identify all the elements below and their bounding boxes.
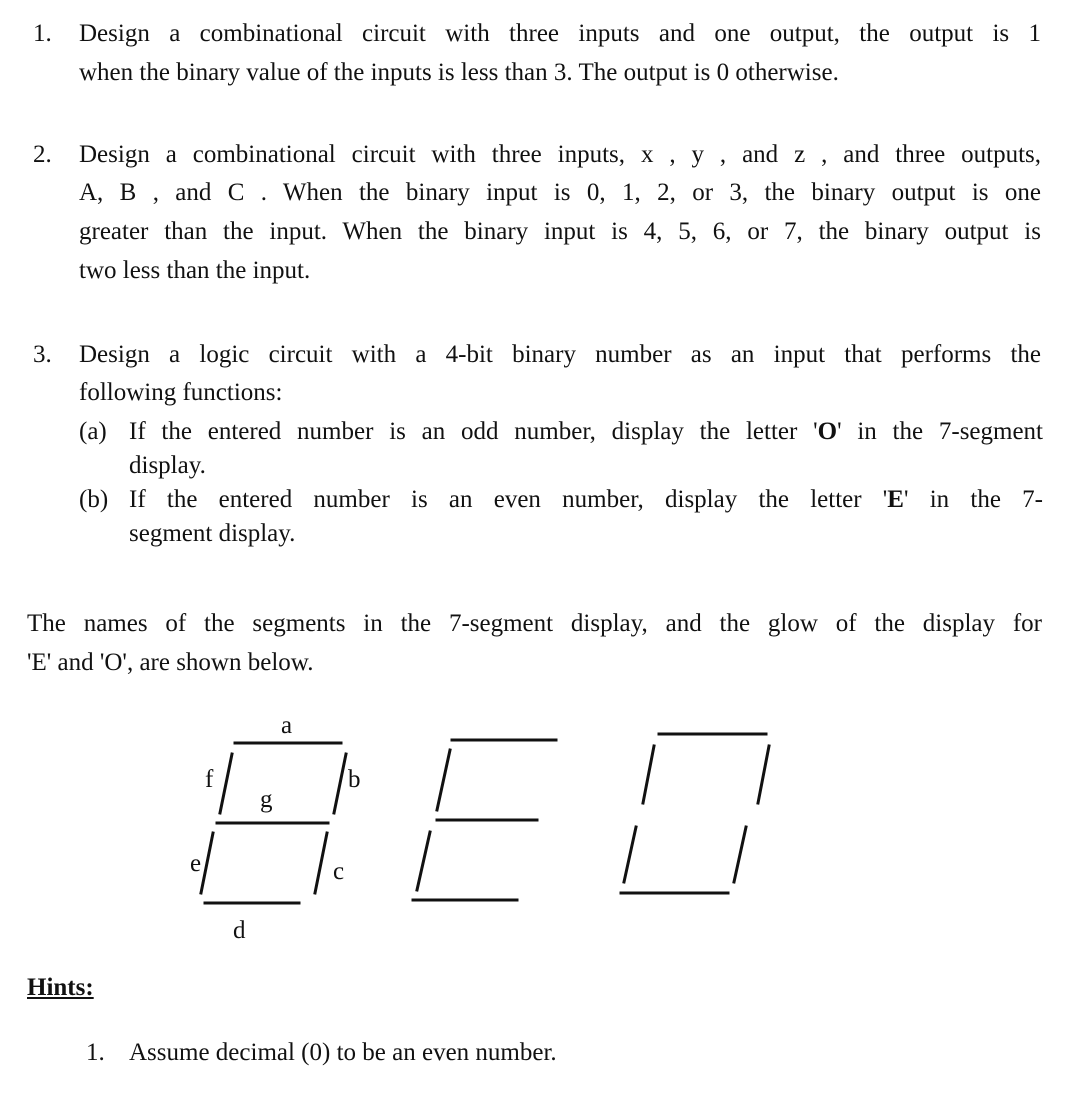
segment-c (315, 833, 327, 893)
question-3-line-1: Design a logic circuit with a 4-bit binary number as an input that performs the (79, 341, 1041, 368)
segment-f (220, 754, 232, 813)
description-line-1: The names of the segments in the 7-segment display, and the glow of the display for (27, 610, 1042, 637)
question-3b-label: (b) (79, 486, 109, 513)
label-b: b (348, 766, 361, 793)
question-3b-line-1: If the entered number is an even number, display the letter 'E' in the 7- (129, 486, 1043, 513)
question-2-line-1: Design a combinational circuit with three inputs, x , y , and z , and three outputs, (79, 141, 1041, 168)
question-2-number: 2. (33, 141, 52, 168)
question-1-line-1: Design a combinational circuit with three inputs and one output, the output is 1 (79, 20, 1041, 47)
e-segment-e (417, 832, 430, 890)
segment-b (334, 754, 346, 813)
question-3b-line-2: segment display. (129, 520, 296, 547)
question-1-line-2: when the binary value of the inputs is less than 3. The output is 0 otherwise. (79, 59, 839, 86)
question-3a-line-2: display. (129, 452, 206, 479)
label-d: d (233, 917, 246, 944)
question-2-line-3: greater than the input. When the binary input is 4, 5, 6, or 7, the binary output is (79, 218, 1041, 245)
question-1-number: 1. (33, 20, 52, 47)
o-segment-c (734, 827, 746, 882)
question-3-line-2: following functions: (79, 379, 283, 406)
o-segment-f (643, 746, 654, 803)
segment-e (201, 833, 213, 893)
label-e: e (190, 850, 202, 877)
label-a: a (281, 712, 293, 739)
hints-title: Hints: (27, 974, 94, 1001)
label-f: f (205, 766, 214, 793)
hint-1-text: Assume decimal (0) to be an even number. (129, 1039, 557, 1066)
o-segment-b (758, 746, 769, 803)
question-2-line-2: A, B , and C . When the binary input is 0, 1, 2, or 3, the binary output is one (79, 179, 1041, 206)
question-3a-label: (a) (79, 418, 107, 445)
question-3a-line-1: If the entered number is an odd number, display the letter 'O' in the 7-segment (129, 418, 1044, 445)
label-g: g (260, 786, 273, 813)
question-3-number: 3. (33, 341, 52, 368)
e-segment-f (437, 750, 450, 810)
question-2-line-4: two less than the input. (79, 257, 311, 284)
description-line-2: 'E' and 'O', are shown below. (27, 649, 314, 676)
o-segment-e (624, 827, 636, 882)
label-c: c (333, 858, 345, 885)
hint-1-number: 1. (86, 1039, 105, 1066)
